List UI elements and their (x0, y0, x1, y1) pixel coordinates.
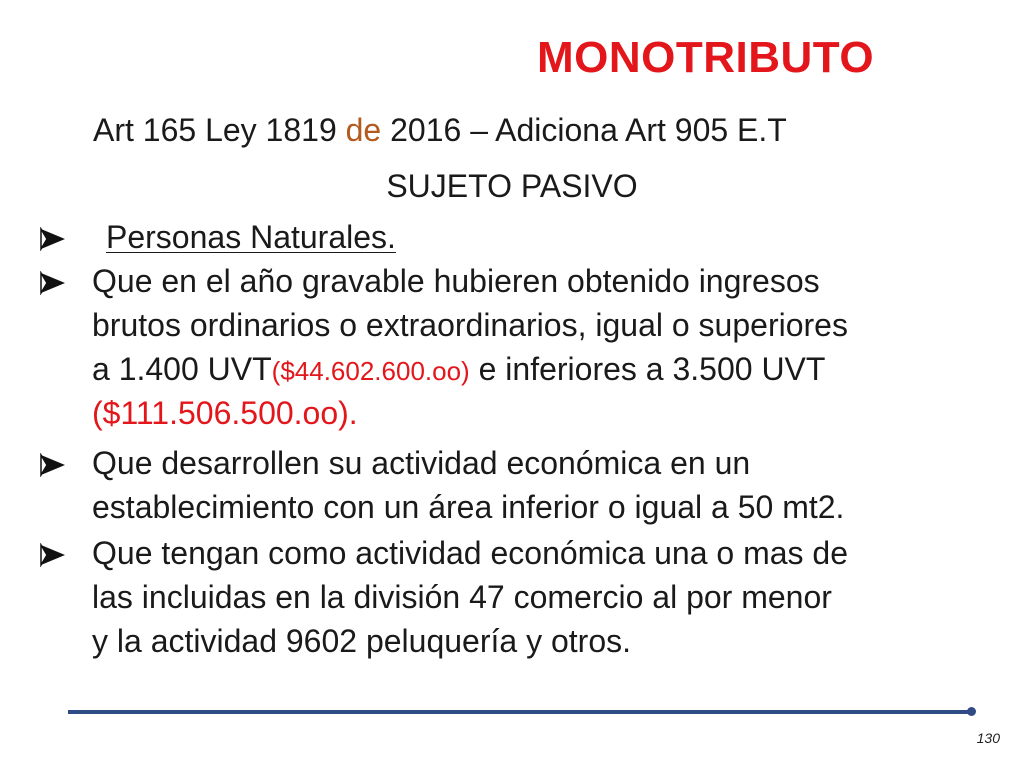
bullet-line: Que tengan como actividad económica una o mas de (92, 535, 849, 571)
arrow-bullet-icon (40, 543, 66, 567)
bullet-line: brutos ordinarios o extraordinarios, igual o superiores (92, 307, 848, 343)
bullet-line: Que en el año gravable hubieren obtenido ingresos (92, 263, 820, 299)
uvt-max-amount: ($111.506.500.oo). (92, 395, 358, 431)
arrow-bullet-icon (40, 271, 66, 295)
bullet-text (92, 531, 1012, 663)
bullet-line: y la actividad 9602 peluquería y otros. (92, 623, 631, 659)
uvt-min-amount: ($44.602.600.oo) (271, 356, 470, 386)
bullet-line: Que desarrollen su actividad económica en un (92, 445, 751, 481)
bullet-text (106, 215, 1024, 259)
uvt-max-label: e inferiores a 3.500 UVT (469, 351, 826, 387)
arrow-bullet-icon (40, 227, 66, 251)
page-number: 130 (976, 730, 1000, 746)
subtitle-accent: de (345, 112, 382, 148)
bullet-line: establecimiento con un área inferior o igual a 50 mt2. (92, 489, 845, 525)
subtitle-part-1: Art 165 Ley 1819 (93, 112, 346, 148)
footer-divider-endpoint (967, 707, 976, 716)
subtitle-part-3: 2016 – Adiciona Art 905 E.T (381, 112, 787, 148)
bullet-line: las incluidas en la división 47 comercio al por menor (92, 579, 832, 615)
bullet-text (92, 259, 1012, 435)
arrow-bullet-icon (40, 453, 66, 477)
bullet-line (92, 347, 1012, 391)
slide-title: MONOTRIBUTO (537, 33, 875, 82)
bullet-line: Personas Naturales. (106, 219, 396, 255)
section-heading: SUJETO PASIVO (386, 168, 638, 204)
subtitle (93, 112, 787, 149)
footer-divider (68, 710, 972, 714)
uvt-min-label: a 1.400 UVT (92, 351, 272, 387)
bullet-text (92, 441, 1012, 529)
